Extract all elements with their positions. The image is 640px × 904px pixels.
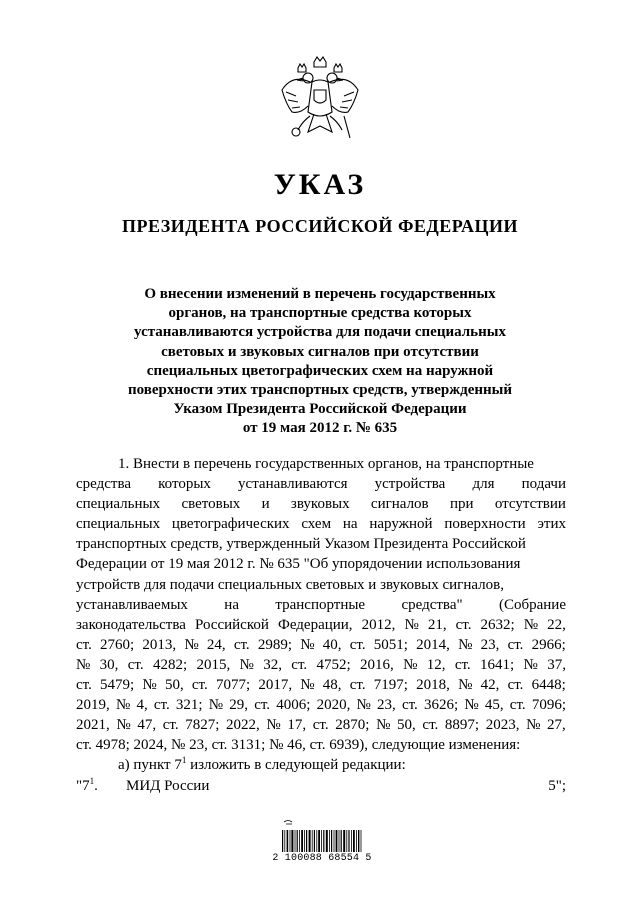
body-word: 2022, <box>226 717 260 734</box>
body-word: ст. <box>349 677 366 694</box>
body-word: 5051; <box>373 636 408 653</box>
sub-item-prefix: а) пункт 7 <box>118 757 182 774</box>
body-word: поверхности <box>444 516 526 533</box>
body-word: законодательства <box>76 616 186 633</box>
body-word: 7827; <box>185 717 220 734</box>
body-word: ст. <box>153 697 170 714</box>
sub-item-line <box>76 755 566 775</box>
body-line <box>76 595 566 615</box>
body-word: и <box>261 496 270 513</box>
body-word: 2015, <box>196 656 231 673</box>
body-word: 2018, <box>416 677 450 694</box>
body-word: 4, <box>136 697 148 714</box>
body-word: специальных <box>76 516 161 533</box>
body-word: устанавливаются <box>238 476 348 493</box>
body-line <box>76 474 566 494</box>
body-word: № <box>115 697 131 714</box>
body-word: звуковых <box>290 496 350 513</box>
body-word: ст. <box>127 656 144 673</box>
body-word: ст. <box>254 697 271 714</box>
body-line: устройств для подачи специальных световых и звуковых сигналов, <box>76 576 504 593</box>
body-word: 7197; <box>373 677 408 694</box>
body-line <box>76 675 566 695</box>
body-word: подачи <box>521 476 566 493</box>
body-word: № <box>403 656 418 673</box>
body-word: 2021, <box>76 717 110 734</box>
list-item-number <box>76 776 98 796</box>
heading-line: устанавливаются устройства для подачи специальных <box>134 324 506 341</box>
barcode-number: 2 100088 68554 5 <box>272 853 372 864</box>
body-word: (Собрание <box>498 596 566 613</box>
body-word: 50, <box>397 717 416 734</box>
body-word: 2020, <box>316 697 351 714</box>
body-line: Федерации от 19 мая 2012 г. № 635 "Об упорядочении использования <box>76 556 521 573</box>
heading-line: органов, на транспортные средства которых <box>168 305 472 322</box>
heading-line: Указом Президента Российской Федерации <box>173 401 467 418</box>
body-line <box>76 635 566 655</box>
document-body <box>76 454 566 776</box>
body-word: отсутствии <box>494 496 566 513</box>
body-word: наружной <box>369 516 433 533</box>
body-word: схем <box>301 516 332 533</box>
body-line <box>76 715 566 735</box>
body-word: 2870; <box>335 717 370 734</box>
body-word: ст. <box>162 717 179 734</box>
body-word: 24, <box>206 636 226 653</box>
sub-item-sup: 1 <box>181 755 187 766</box>
body-word: № <box>523 656 538 673</box>
body-word: 12, <box>426 656 446 673</box>
body-word: 48, <box>322 677 342 694</box>
body-word: при <box>449 496 474 513</box>
body-word: этих <box>537 516 566 533</box>
body-word: ст. <box>191 677 208 694</box>
body-word: № <box>404 616 419 633</box>
body-word: 2966; <box>531 636 566 653</box>
body-word: ст. <box>233 636 250 653</box>
body-word: цветографических <box>171 516 290 533</box>
body-word: сигналов <box>370 496 429 513</box>
body-word: 27, <box>547 717 566 734</box>
body-word: устройства <box>374 476 446 493</box>
body-line <box>76 514 566 534</box>
body-word: ст. <box>76 636 92 653</box>
list-item-number-sup: 1 <box>89 776 95 786</box>
body-word: 3626; <box>424 697 459 714</box>
body-word: 21, <box>427 616 447 633</box>
body-word: № <box>376 717 391 734</box>
body-word: транспортные <box>275 596 366 613</box>
body-word: 2632; <box>480 616 515 633</box>
body-word: № <box>523 616 539 633</box>
body-word: № <box>266 717 281 734</box>
body-word: № <box>458 636 473 653</box>
body-word: № <box>142 677 157 694</box>
body-word: 5479; <box>100 677 135 694</box>
body-word: 2017, <box>258 677 293 694</box>
body-word: 8897; <box>444 717 480 734</box>
body-word: ст. <box>454 656 471 673</box>
body-word: Федерации, <box>277 616 353 633</box>
body-word: 2019, <box>76 697 110 714</box>
document-title: УКАЗ <box>273 168 367 201</box>
body-word: специальных <box>76 496 161 513</box>
body-word: 2014, <box>416 636 450 653</box>
body-word: световых <box>181 496 241 513</box>
body-word: № <box>239 656 254 673</box>
body-word: ст. <box>291 656 308 673</box>
body-line: ст. 4978; 2024, № 23, ст. 3131; № 46, ст. 6939), следующие изменения: <box>76 737 521 754</box>
body-word: 42, <box>480 677 500 694</box>
body-line: транспортных средств, утвержденный Указом Президента Российской <box>76 536 526 553</box>
heading-line: поверхности этих транспортных средств, утвержденный <box>127 382 513 399</box>
body-word: № <box>356 697 371 714</box>
body-word: № <box>300 636 315 653</box>
body-word: 17, <box>287 717 307 734</box>
body-word: 29, <box>229 697 249 714</box>
body-word: № <box>208 697 224 714</box>
body-word: 40, <box>322 636 342 653</box>
body-word: 2016, <box>360 656 394 673</box>
list-item-value: 5"; <box>548 778 566 794</box>
body-word: 2760; <box>100 636 135 653</box>
body-line <box>76 695 566 715</box>
body-word: 22, <box>547 616 566 633</box>
body-word: ст. <box>349 636 366 653</box>
body-word: 2012, <box>361 616 396 633</box>
body-word: 321; <box>175 697 203 714</box>
heading-line: специальных цветографических схем на наружной <box>146 362 494 379</box>
body-word: 7077; <box>215 677 251 694</box>
body-word: 4752; <box>316 656 351 673</box>
body-word: устанавливаемых <box>76 596 188 613</box>
coat-of-arms-icon <box>274 52 366 148</box>
body-word: 37, <box>547 656 566 673</box>
list-item <box>76 776 566 796</box>
list-item-number-prefix: "7 <box>76 778 90 794</box>
body-word: 30, <box>99 656 119 673</box>
document-subtitle: ПРЕЗИДЕНТА РОССИЙСКОЙ ФЕДЕРАЦИИ <box>122 216 518 236</box>
body-word: на <box>224 596 239 613</box>
body-line <box>76 494 566 514</box>
heading-line: О внесении изменений в перечень государственных <box>144 286 496 302</box>
body-word: ст. <box>422 717 439 734</box>
sub-item-suffix: изложить в следующей редакции: <box>186 757 406 774</box>
body-word: средства <box>76 476 132 493</box>
body-word: № <box>300 677 315 694</box>
heading-line: световых и звуковых сигналов при отсутствии <box>161 343 479 360</box>
body-word: 4006; <box>276 697 311 714</box>
list-item-text: МИД России <box>126 778 210 794</box>
body-word: 2023, <box>485 717 520 734</box>
body-word: на <box>342 516 358 533</box>
heading-line: от 19 мая 2012 г. № 635 <box>242 420 398 437</box>
body-word: 50, <box>164 677 184 694</box>
body-word: 45, <box>484 697 504 714</box>
document-heading <box>110 285 530 439</box>
body-word: 23, <box>480 636 500 653</box>
body-line: 1. Внести в перечень государственных органов, на транспортные <box>118 456 534 472</box>
body-word: 2013, <box>142 636 177 653</box>
body-word: ст. <box>507 636 524 653</box>
body-line <box>76 655 566 675</box>
body-word: 4282; <box>152 656 188 673</box>
body-word: 23, <box>377 697 396 714</box>
body-word: 32, <box>263 656 282 673</box>
body-word: 47, <box>137 717 157 734</box>
body-word: ст. <box>312 717 329 734</box>
body-word: которых <box>158 476 211 493</box>
body-word: средства" <box>401 596 463 613</box>
body-word: ст. <box>509 697 526 714</box>
body-line <box>76 615 566 635</box>
body-word: № <box>464 697 479 714</box>
body-word: ст. <box>76 677 92 694</box>
body-word: ст. <box>507 677 524 694</box>
body-word: 7096; <box>531 697 566 714</box>
body-word: ст. <box>455 616 472 633</box>
body-word: 2989; <box>257 636 293 653</box>
body-word: № <box>76 656 91 673</box>
body-word: ст. <box>401 697 418 714</box>
body-word: № <box>184 636 199 653</box>
body-word: Российской <box>194 616 269 633</box>
body-word: № <box>116 717 131 734</box>
body-word: № <box>458 677 473 694</box>
body-word: для <box>472 476 495 493</box>
body-word: 6448; <box>531 677 566 694</box>
body-word: 1641; <box>480 656 515 673</box>
body-word: № <box>526 717 541 734</box>
list-item-number-suffix: . <box>94 778 98 794</box>
